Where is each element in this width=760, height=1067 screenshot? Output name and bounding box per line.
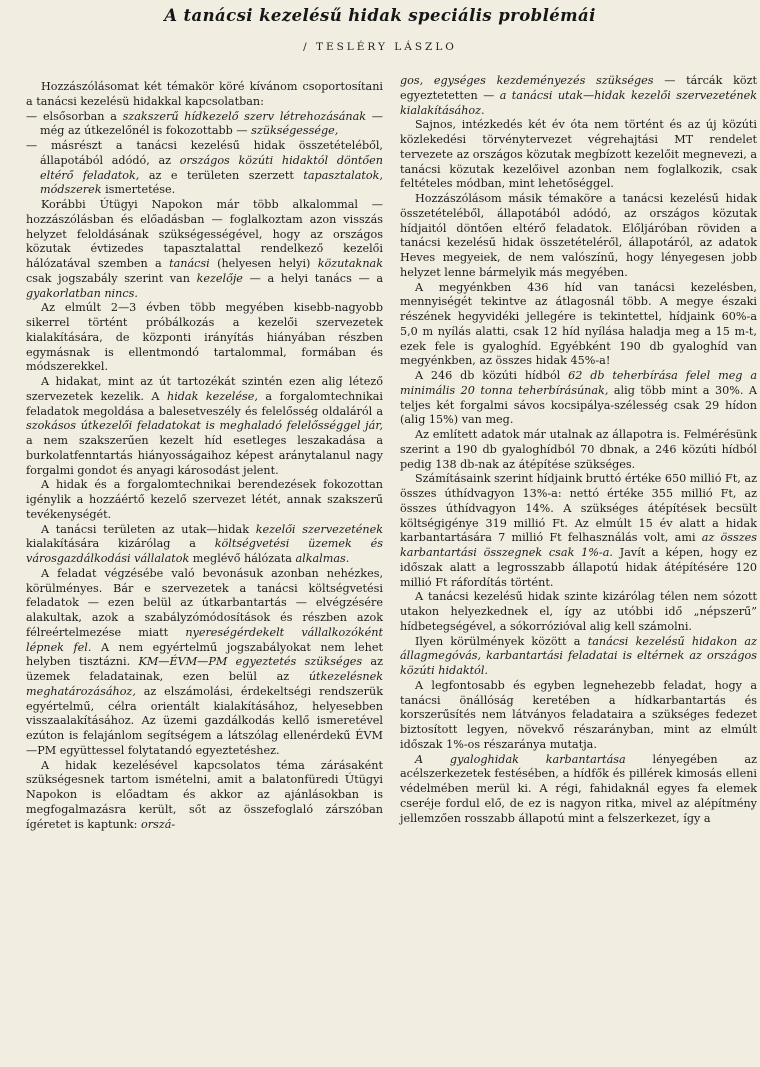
paragraph: Hozzászólásomat két témakör köré kívánom csoportosítani a tanácsi kezelésü hidakkal kapcsolatban: <box>26 80 383 108</box>
paragraph: A megyénkben 436 híd van tanácsi kezelésben, mennyiségét tekintve az átlagosnál több. A megye északi részének hegyvidéki jellegére is tekintettel, hídjaink 60%-a 5,0 m nyílás alatti, csak 12 híd nyílása haladja meg a 15 m-t, ezek fele is gyaloghíd. Egyébként 190 db gyaloghíd van megyénkben, az összes hidak 45%-a! <box>400 280 757 368</box>
paragraph: A feladat végzésébe való bevonásuk azonban nehézkes, körülményes. Bár e szervezetek a tanácsi költségvetési feladatok — ezen belül az útkarbantartás — elvégzésére alakultak, azok a szabályzómódosítások és részben azok félreértelmezése miatt nyereségérdekelt vállalkozóként lépnek fel. A nem egyértelmű jogszabályokat nem lehet helyben tisztázni. KM—ÉVM—PM egyeztetés szükséges az üzemek feladatainak, ezen belül az útkezelésnek meghatározásához, az elszámolási, érdekeltségi rendszerük egyértelmű, célra orientált kialakításához, helyesebben visszaalakításához. Az üzemi gazdálkodás kellő ismeretével ezúton is felajánlom segítségem a látszólag ellenérdekű ÉVM—PM együttessel folytatandó egyeztetéshez. <box>26 566 384 757</box>
paragraph: gos, egységes kezdeményezés szükséges — tárcák közt egyeztetetten — a tanácsi utak—hidak kezelői szervezetének kialakításához. <box>400 74 758 117</box>
paragraph: Az említett adatok már utalnak az állapotra is. Felmérésünk szerint a 190 db gyaloghídból 70 dbnak, a 246 közúti hídból pedig 138 db-nak az átépítése szükséges. <box>400 428 757 471</box>
paragraph: Az elmúlt 2—3 évben több megyében kisebb-nagyobb sikerrel történt próbálkozás a kezelői szervezetek kialakítására, de központi irányítás hiányában részben egymásnak is ellentmondó tartalommal, formában és módszerekkel. <box>26 301 383 374</box>
article-title: A tanácsi kezelésű hidak speciális problémái <box>164 6 596 25</box>
paragraph: A hidakat, mint az út tartozékát szintén ezen alig létező szervezetek kezelik. A hidak kezelése, a forgalomtechnikai feladatok megoldása a balesetveszély és felelősség oldaláról a szokásos útkezelői feladatokat is meghaladó felelősséggel jár, a nem szakszerűen kezelt híd esetleges leszakadása a burkolatfenntartás hiányosságaihoz képest aránytalanul nagy forgalmi gondot és anyagi károsodást jelent. <box>26 375 383 477</box>
paragraph: Korábbi Útügyi Napokon már több alkalommal — hozzászólásban és előadásban — foglalkoztam azon visszás helyzet feloldásának szükségességével, hogy az országos közutak évtizedes tapasztalattal rendelkező kezelői hálózatával szemben a tanácsi (helyesen helyi) közutaknak csak jogszabály szerint van kezelője — a helyi tanács — a gyakorlatban nincs. <box>26 198 383 300</box>
paragraph: A 246 db közúti hídból 62 db teherbírása felel meg a minimális 20 tonna teherbírásúnak, alig több mint a 30%. A teljes két forgalmi sávos kocsipálya-szélesség csak 29 hídon (alig 15%) van meg. <box>400 369 757 427</box>
paragraph: Hozzászólásom másik témaköre a tanácsi kezelésű hidak összetételéből, állapotából adódó, az országos közutak hídjaitól döntően eltérő feladatok. Előljáróban röviden a tanácsi kezelésű hidak összetételéről, állapotáról, az adatok Heves megyeiek, de nem valószínű, hogy lényegesen jobb helyzet lenne bármelyik más megyében. <box>400 192 757 279</box>
paragraph: Ilyen körülmények között a tanácsi kezelésű hidakon az állagmegóvás, karbantartási feladatai is eltérnek az országos közúti hidaktól. <box>400 634 757 677</box>
paragraph: A tanácsi területen az utak—hidak kezelői szervezetének kialakítására kizárólag a költségvetési üzemek és városgazdálkodási vállalatok meglévő hálózata alkalmas. <box>26 522 383 565</box>
author-line: / TESLÉRY LÁSZLO <box>303 41 457 53</box>
paragraph: — elsősorban a szakszerű hídkezelő szerv létrehozásának — még az útkezelőnél is fokozottabb — szükségessége, <box>26 110 383 140</box>
paragraph: Számításaink szerint hídjaink bruttó értéke 650 millió Ft, az összes úthídvagyon 13%-a: nettó értéke 355 millió Ft, az összes úthídvagyon 14%. A szükséges átépítések becsült költségigénye 319 millió Ft. Az elmúlt 15 év alatt a hidak karbantartására 7 millió Ft felhasználás volt, ami az összes karbantartási összegnek csak 1%-a. Javít a képen, hogy ez időszak alatt a legrosszabb állapotú hidak átépítésére 120 millió Ft ráfordítás történt. <box>400 472 757 589</box>
paragraph: A tanácsi kezelésű hidak szinte kizárólag télen nem sózott utakon helyezkednek el, így az utóbbi idő „népszerű” hídbetegségével, a sókorrózióval alig kell számolni. <box>400 590 757 633</box>
right-column <box>400 74 757 826</box>
paragraph: Sajnos, intézkedés két év óta nem történt és az új közúti közlekedési törvénytervezet végrehajtási MT rendelet tervezete az országos közutak megbízott kezelőit megnevezi, a tanácsi közutak kezelőivel azonban nem foglalkozik, csak feltételes módban, mint lehetőséggel. <box>400 118 757 191</box>
left-column <box>26 80 383 832</box>
paragraph: A hidak kezelésével kapcsolatos téma zárásaként szükségesnek tartom ismételni, amit a balatonfüredi Útügyi Napokon is előadtam és akkor az ajánlásokban is megfogalmazásra került, sőt az összefoglaló zárszóban ígéretet is kaptunk: orszá- <box>26 758 383 831</box>
paragraph: A legfontosabb és egyben legnehezebb feladat, hogy a tanácsi önállóság keretében a hídkarbantartás és korszerűsítés nem látványos feladataira a szükséges fedezet biztosított legyen, növekvő részarányban, mint az elmúlt időszak 1%-os részaránya mutatja. <box>400 678 757 751</box>
paragraph: — másrészt a tanácsi kezelésű hidak összetételéből, állapotából adódó, az országos közúti hidaktól döntően eltérő feladatok, az e területen szerzett tapasztalatok, módszerek ismertetése. <box>26 139 383 198</box>
paragraph: A hidak és a forgalomtechnikai berendezések fokozottan igénylik a hozzáértő kezelő szervezet létét, annak szakszerű tevékenységét. <box>26 478 383 521</box>
paragraph: A gyaloghidak karbantartása lényegében az acélszerkezetek festésében, a hídfők és pillérek kimosás elleni védelmében merül ki. A régi, fahidaknál egyes fa elemek cseréje fordul elő, de ez is nagyon ritka, mivel az alépítmény jellemzően rosszabb állapotú mint a felszerkezet, így a <box>400 752 757 825</box>
